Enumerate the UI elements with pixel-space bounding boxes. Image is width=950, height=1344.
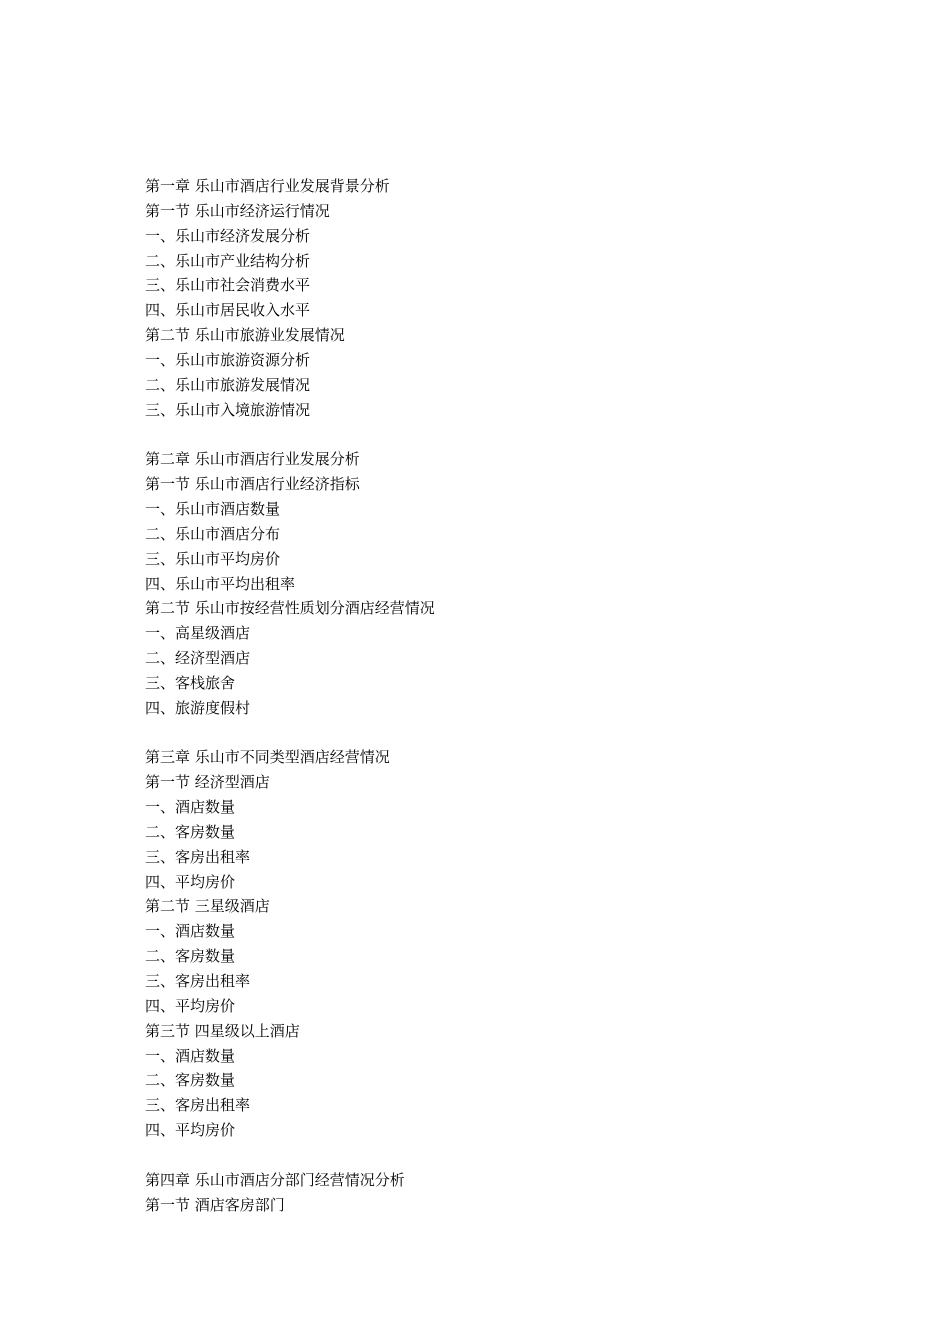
blank-line xyxy=(145,1143,845,1168)
table-of-contents xyxy=(145,174,845,1217)
toc-item: 四、旅游度假村 xyxy=(145,698,251,717)
toc-item: 三、乐山市平均房价 xyxy=(145,549,281,568)
section-heading: 第二节 乐山市旅游业发展情况 xyxy=(145,326,345,345)
toc-item: 三、客房出租率 xyxy=(145,972,251,990)
toc-item: 一、乐山市经济发展分析 xyxy=(145,226,311,245)
toc-item: 三、客房出租率 xyxy=(145,1096,251,1115)
section-heading: 第一节 经济型酒店 xyxy=(145,773,270,792)
toc-item: 一、高星级酒店 xyxy=(145,624,251,643)
section-heading: 第一节 酒店客房部门 xyxy=(145,1195,285,1214)
toc-item: 二、乐山市旅游发展情况 xyxy=(145,375,311,394)
toc-item: 三、乐山市社会消费水平 xyxy=(145,276,311,295)
chapter-heading: 第一章 乐山市酒店行业发展背景分析 xyxy=(145,177,390,195)
toc-item: 二、乐山市酒店分布 xyxy=(145,524,281,543)
chapter-heading: 第四章 乐山市酒店分部门经营情况分析 xyxy=(145,1170,405,1189)
toc-item: 一、酒店数量 xyxy=(145,922,236,941)
toc-item: 四、平均房价 xyxy=(145,872,236,891)
toc-item: 四、乐山市居民收入水平 xyxy=(145,301,311,320)
toc-item: 四、平均房价 xyxy=(145,996,236,1015)
blank-line xyxy=(145,422,845,447)
chapter-heading: 第三章 乐山市不同类型酒店经营情况 xyxy=(145,748,390,767)
section-heading: 第二节 三星级酒店 xyxy=(145,897,270,916)
chapter-heading: 第二章 乐山市酒店行业发展分析 xyxy=(145,450,360,469)
toc-item: 二、客房数量 xyxy=(145,947,236,966)
toc-item: 一、乐山市酒店数量 xyxy=(145,499,281,518)
toc-item: 二、乐山市产业结构分析 xyxy=(145,251,311,270)
toc-item: 二、经济型酒店 xyxy=(145,649,251,668)
toc-item: 三、客栈旅舍 xyxy=(145,673,236,692)
section-heading: 第三节 四星级以上酒店 xyxy=(145,1021,300,1040)
toc-item: 四、平均房价 xyxy=(145,1121,236,1140)
section-heading: 第二节 乐山市按经营性质划分酒店经营情况 xyxy=(145,599,435,618)
section-heading: 第一节 乐山市酒店行业经济指标 xyxy=(145,475,360,494)
section-heading: 第一节 乐山市经济运行情况 xyxy=(145,201,330,220)
toc-item: 三、客房出租率 xyxy=(145,847,251,866)
toc-item: 二、客房数量 xyxy=(145,1071,236,1090)
toc-item: 一、酒店数量 xyxy=(145,1046,236,1065)
toc-item: 三、乐山市入境旅游情况 xyxy=(145,400,311,419)
blank-line xyxy=(145,721,845,746)
toc-item: 一、乐山市旅游资源分析 xyxy=(145,350,311,369)
toc-item: 四、乐山市平均出租率 xyxy=(145,574,296,593)
toc-item: 一、酒店数量 xyxy=(145,798,236,817)
toc-item: 二、客房数量 xyxy=(145,822,236,841)
